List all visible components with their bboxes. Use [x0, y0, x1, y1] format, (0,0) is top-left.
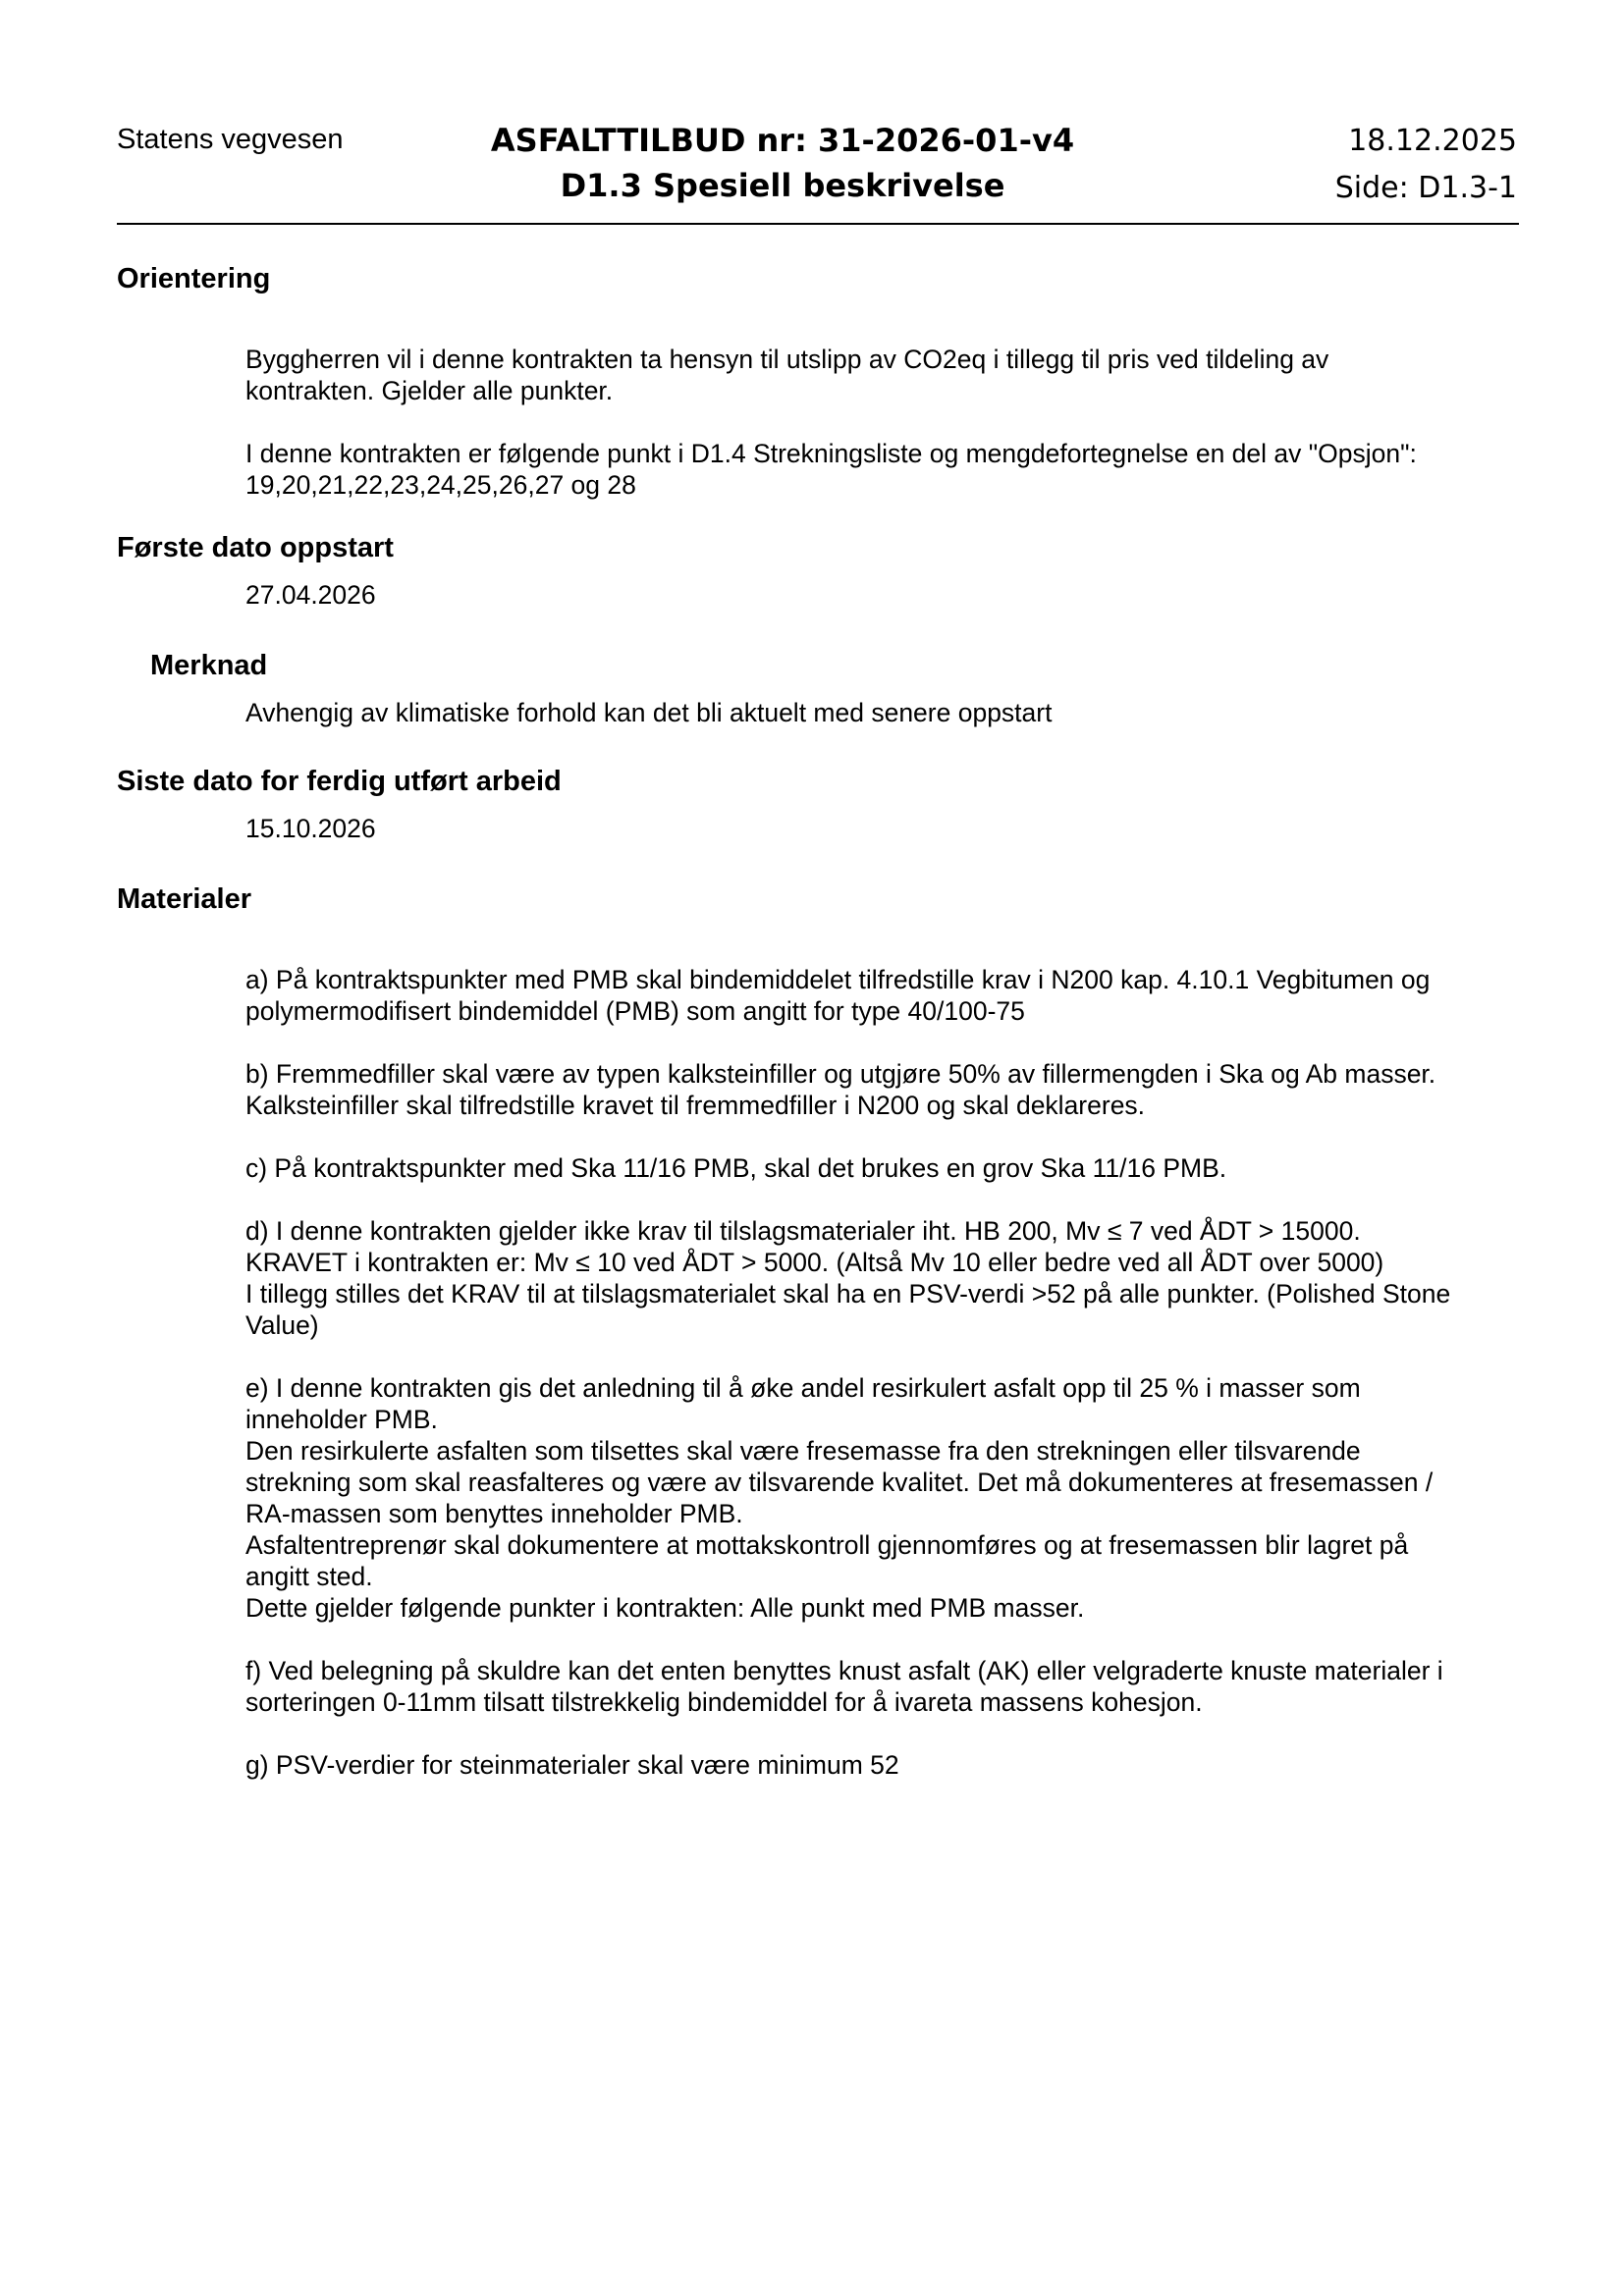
- organization-name: Statens vegvesen: [117, 124, 344, 155]
- text-line: RA-massen som benyttes inneholder PMB.: [245, 1499, 743, 1528]
- document-title: ASFALTTILBUD nr: 31-2026-01-v4: [490, 122, 1075, 159]
- text-line: 19,20,21,22,23,24,25,26,27 og 28: [245, 470, 636, 500]
- paragraph-materialer-d: [245, 1215, 1532, 1341]
- text-line: I tillegg stilles det KRAV til at tilslagsmaterialet skal ha en PSV-verdi >52 på alle punkter. (Polished Stone: [245, 1279, 1451, 1308]
- text-line: Kalksteinfiller skal tilfredstille kravet til fremmedfiller i N200 og skal deklareres.: [245, 1091, 1146, 1120]
- paragraph-materialer-a: [245, 964, 1532, 1027]
- text-line: Dette gjelder følgende punkter i kontrakten: Alle punkt med PMB masser.: [245, 1593, 1085, 1623]
- text-line: I denne kontrakten er følgende punkt i D1.4 Strekningsliste og mengdefortegnelse en del av "Opsjon":: [245, 439, 1417, 468]
- text-line: Value): [245, 1310, 319, 1340]
- heading-orientering: Orientering: [117, 263, 271, 294]
- heading-forste-dato-oppstart: Første dato oppstart: [117, 532, 394, 563]
- header-divider: [117, 223, 1519, 225]
- text-line: kontrakten. Gjelder alle punkter.: [245, 376, 614, 405]
- text-line: c) På kontraktspunkter med Ska 11/16 PMB, skal det brukes en grov Ska 11/16 PMB.: [245, 1153, 1227, 1183]
- text-line: strekning som skal reasfalteres og være av tilsvarende kvalitet. Det må dokumenteres at fresemassen /: [245, 1468, 1434, 1497]
- document-subtitle: D1.3 Spesiell beskrivelse: [560, 167, 1005, 204]
- text-line: d) I denne kontrakten gjelder ikke krav til tilslagsmaterialer iht. HB 200, Mv ≤ 7 ved ÅDT > 15000.: [245, 1216, 1361, 1246]
- text-line: inneholder PMB.: [245, 1405, 438, 1434]
- text-line: sorteringen 0-11mm tilsatt tilstrekkelig bindemiddel for å ivareta massens kohesjon.: [245, 1687, 1203, 1717]
- text-line: e) I denne kontrakten gis det anledning til å øke andel resirkulert asfalt opp til 25 % i masser som: [245, 1373, 1361, 1403]
- page-number: Side: D1.3-1: [1334, 171, 1517, 205]
- value-oppstart: 27.04.2026: [245, 580, 376, 610]
- text-line: Den resirkulerte asfalten som tilsettes skal være fresemasse fra den strekningen eller tilsvarende: [245, 1436, 1361, 1466]
- text-line: b) Fremmedfiller skal være av typen kalksteinfiller og utgjøre 50% av fillermengden i Ska og Ab masser.: [245, 1059, 1436, 1089]
- text-line: polymermodifisert bindemiddel (PMB) som angitt for type 40/100-75: [245, 996, 1025, 1026]
- text-line: Asfaltentreprenør skal dokumentere at mottakskontroll gjennomføres og at fresemassen blir lagret på: [245, 1530, 1409, 1560]
- paragraph-materialer-c: [245, 1152, 1532, 1184]
- paragraph-orientering-1: [245, 344, 1532, 406]
- paragraph-materialer-g: [245, 1749, 1532, 1781]
- text-line: a) På kontraktspunkter med PMB skal bindemiddelet tilfredstille krav i N200 kap. 4.10.1 Vegbitumen og: [245, 965, 1431, 994]
- text-line: Byggherren vil i denne kontrakten ta hensyn til utslipp av CO2eq i tillegg til pris ved tildeling av: [245, 345, 1329, 374]
- heading-merknad: Merknad: [150, 650, 268, 681]
- paragraph-materialer-b: [245, 1058, 1532, 1121]
- text-line: g) PSV-verdier for steinmaterialer skal være minimum 52: [245, 1750, 899, 1780]
- text-merknad: Avhengig av klimatiske forhold kan det bli aktuelt med senere oppstart: [245, 698, 1053, 727]
- document-date: 18.12.2025: [1348, 124, 1517, 158]
- paragraph-orientering-2: [245, 438, 1532, 501]
- text-line: KRAVET i kontrakten er: Mv ≤ 10 ved ÅDT > 5000. (Altså Mv 10 eller bedre ved all ÅDT over 5000): [245, 1248, 1384, 1277]
- text-line: f) Ved belegning på skuldre kan det enten benyttes knust asfalt (AK) eller velgraderte knuste materialer i: [245, 1656, 1443, 1685]
- value-ferdig: 15.10.2026: [245, 814, 376, 843]
- heading-siste-dato: Siste dato for ferdig utført arbeid: [117, 766, 562, 797]
- heading-materialer: Materialer: [117, 883, 252, 915]
- paragraph-materialer-e: [245, 1372, 1532, 1624]
- paragraph-materialer-f: [245, 1655, 1532, 1718]
- text-line: angitt sted.: [245, 1562, 373, 1591]
